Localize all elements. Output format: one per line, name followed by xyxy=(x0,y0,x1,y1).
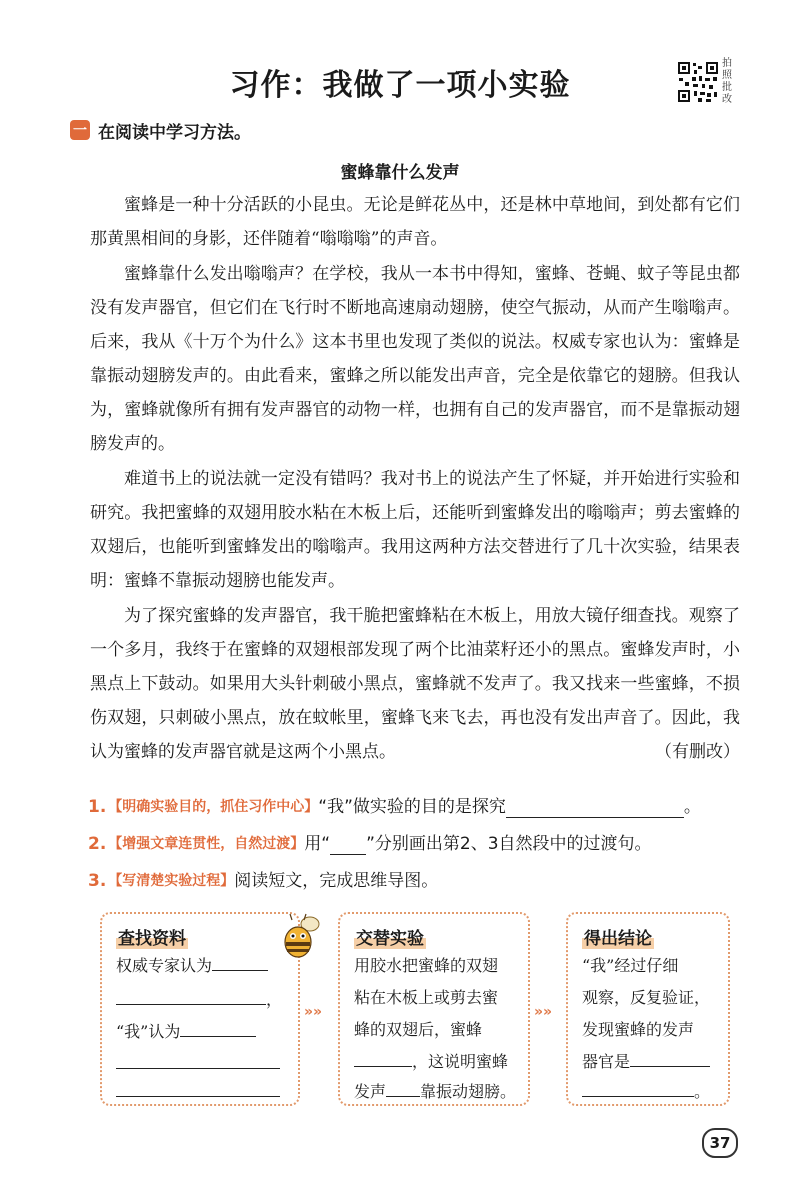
qr-label: 拍照批改 xyxy=(722,58,732,105)
box-line xyxy=(354,1078,516,1106)
box-line: “我”经过仔细 xyxy=(582,956,679,975)
answer-blank[interactable] xyxy=(582,1078,694,1097)
section-badge: 一 xyxy=(70,120,90,140)
box-title: 查找资料 xyxy=(116,924,188,949)
qr-code-icon[interactable] xyxy=(676,60,720,104)
box-line xyxy=(116,1018,256,1046)
paragraph-text: 为了探究蜜蜂的发声器官，我干脆把蜜蜂粘在木板上，用放大镜仔细查找。观察了一个多月，我终于在蜜蜂的双翅根部发现了两个比油菜籽还小的黑点。蜜蜂发声时，小黑点上下鼓动。如果用大头针刺破小黑点，蜜蜂就不发声了。我又找来一些蜜蜂，不损伤双翅，只刺破小黑点，放在蚊帐里，蜜蜂飞来飞去，再也没有发出声音了。因此，我认为蜜蜂的发声器官就是这两个小黑点。 xyxy=(90,606,740,762)
box-title: 得出结论 xyxy=(582,924,654,949)
answer-blank[interactable] xyxy=(116,1050,280,1069)
question-text-end: 。 xyxy=(683,797,701,817)
passage-title: 蜜蜂靠什么发声 xyxy=(340,163,460,183)
box-line xyxy=(582,1078,710,1106)
box-line xyxy=(582,1048,710,1076)
page-number: 37 xyxy=(702,1128,738,1158)
question-tag: 【增强文章连贯性，自然过渡】 xyxy=(108,836,305,852)
box-line: 用胶水把蜜蜂的双翅 xyxy=(354,956,499,975)
box-text: 发声 xyxy=(354,1082,387,1101)
mindmap-box-conclusion xyxy=(566,912,730,1106)
answer-blank[interactable] xyxy=(386,1078,420,1097)
box-line xyxy=(354,1048,508,1076)
box-text: 器官是 xyxy=(582,1052,631,1071)
box-text: 。 xyxy=(694,1082,711,1101)
paragraph: 蜜蜂靠什么发出嗡嗡声？在学校，我从一本书中得知，蜜蜂、苍蝇、蚊子等昆虫都没有发声器官，但它们在飞行时不断地高速扇动翅膀，使空气振动，从而产生嗡嗡声。后来，我从《十万个为什么》这本书里也发现了类似的说法。权威专家也认为：蜜蜂是靠振动翅膀发声的。由此看来，蜜蜂之所以能发出声音，完全是依靠它的翅膀。但我认为，蜜蜂就像所有拥有发声器官的动物一样，也拥有自己的发声器官，而不是靠振动翅膀发声的。 xyxy=(90,264,740,454)
mindmap-box-research xyxy=(100,912,300,1106)
box-line: 观察，反复验证， xyxy=(582,988,711,1007)
question-3 xyxy=(88,868,748,894)
page-title: 习作：我做了一项小实验 xyxy=(229,68,571,103)
answer-blank[interactable] xyxy=(180,1018,256,1037)
passage-body xyxy=(90,188,740,769)
question-text-end: ”分别画出第2、3自然段中的过渡句。 xyxy=(366,834,652,854)
question-1 xyxy=(88,794,748,820)
question-tag: 【写清楚实验过程】 xyxy=(108,873,235,889)
box-line xyxy=(116,1050,280,1078)
answer-blank[interactable] xyxy=(330,834,366,855)
flow-arrow-icon: »» xyxy=(534,1004,553,1020)
box-title: 交替实验 xyxy=(354,924,426,949)
paragraph-last xyxy=(90,599,740,769)
bee-mascot-icon xyxy=(278,912,322,962)
question-number: 3. xyxy=(88,871,107,891)
answer-blank[interactable] xyxy=(116,986,266,1005)
box-line xyxy=(116,1078,280,1106)
question-number: 1. xyxy=(88,797,107,817)
mindmap-box-experiment xyxy=(338,912,530,1106)
question-text: “我”做实验的目的是探究 xyxy=(318,797,506,817)
box-text: 权威专家认为 xyxy=(116,956,213,975)
section-text: 在阅读中学习方法。 xyxy=(98,122,251,143)
box-line: 发现蜜蜂的发声 xyxy=(582,1020,695,1039)
box-text: ，这说明蜜蜂 xyxy=(412,1052,509,1071)
question-text: 用“ xyxy=(304,834,331,854)
question-tag: 【明确实验目的，抓住习作中心】 xyxy=(108,799,319,815)
box-text: 靠振动翅膀。 xyxy=(420,1082,517,1101)
source-note: （有删改） xyxy=(655,742,740,762)
question-number: 2. xyxy=(88,834,107,854)
question-text: 阅读短文，完成思维导图。 xyxy=(234,871,439,891)
answer-blank[interactable] xyxy=(506,797,684,818)
answer-blank[interactable] xyxy=(630,1048,710,1067)
box-line xyxy=(116,952,268,980)
box-line: 蜂的双翅后，蜜蜂 xyxy=(354,1020,483,1039)
answer-blank[interactable] xyxy=(212,952,268,971)
box-text: “我”认为 xyxy=(116,1022,181,1041)
answer-blank[interactable] xyxy=(354,1048,412,1067)
section-heading xyxy=(70,118,251,142)
box-line: 粘在木板上或剪去蜜 xyxy=(354,988,499,1007)
question-2 xyxy=(88,831,748,857)
paragraph: 难道书上的说法就一定没有错吗？我对书上的说法产生了怀疑，并开始进行实验和研究。我把蜜蜂的双翅用胶水粘在木板上后，还能听到蜜蜂发出的嗡嗡声；剪去蜜蜂的双翅后，也能听到蜜蜂发出的嗡嗡声。我用这两种方法交替进行了几十次实验，结果表明：蜜蜂不靠振动翅膀也能发声。 xyxy=(90,469,740,591)
flow-arrow-icon: »» xyxy=(304,1004,323,1020)
box-text: ， xyxy=(266,990,283,1009)
box-line xyxy=(116,986,282,1014)
paragraph: 蜜蜂是一种十分活跃的小昆虫。无论是鲜花丛中，还是林中草地间，到处都有它们那黄黑相间的身影，还伴随着“嗡嗡嗡”的声音。 xyxy=(90,195,740,249)
answer-blank[interactable] xyxy=(116,1078,280,1097)
